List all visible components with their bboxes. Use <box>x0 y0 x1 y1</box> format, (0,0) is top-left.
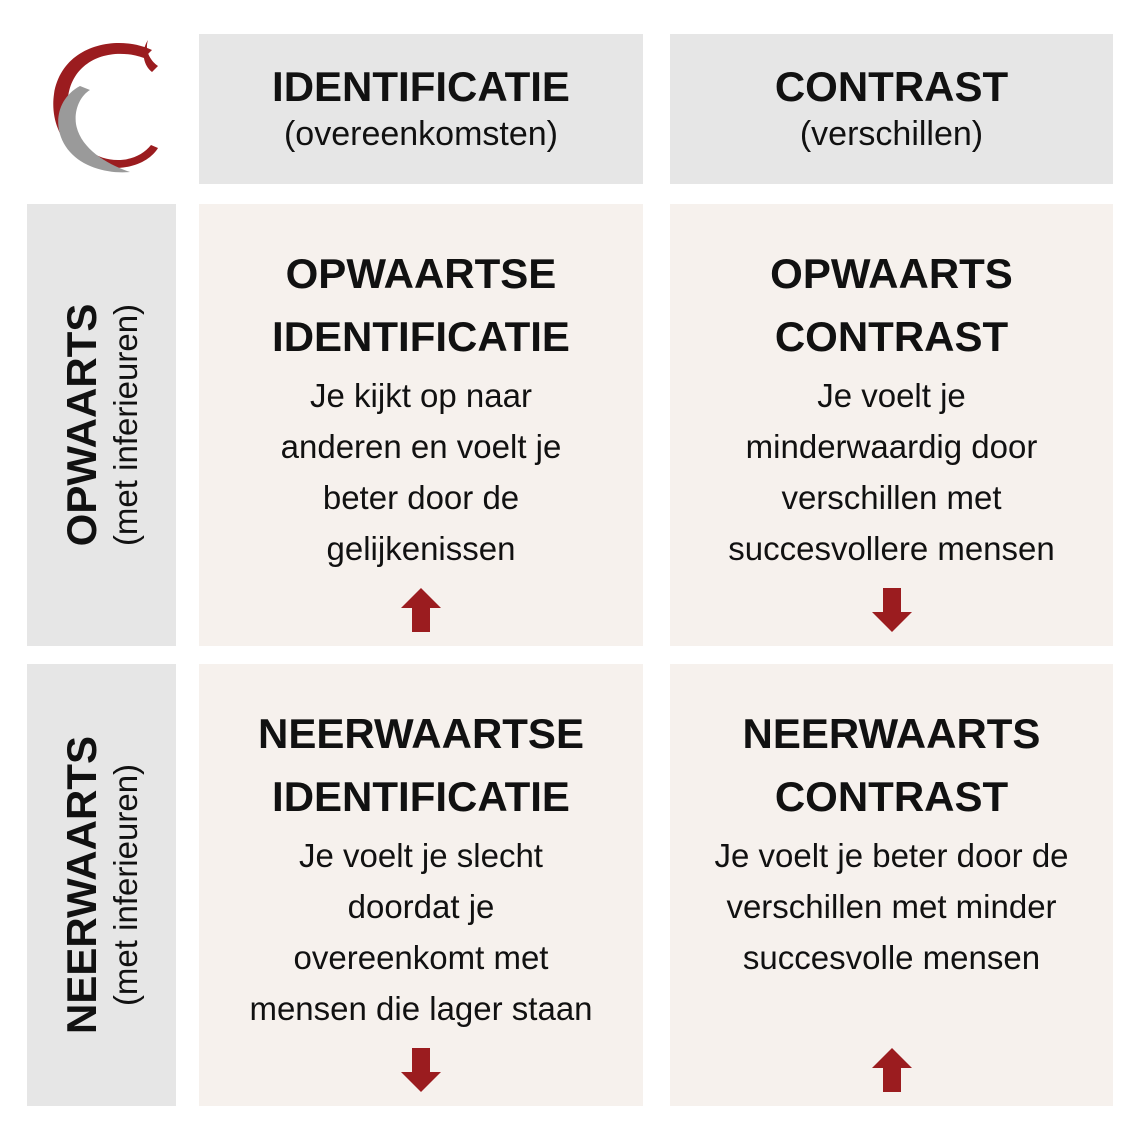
cell-neerwaartse-identificatie <box>199 664 643 1106</box>
cell-title: NEERWAARTS CONTRAST <box>742 710 1041 820</box>
row-header-neerwaarts <box>27 664 176 1106</box>
cell-title: OPWAARTSE IDENTIFICATIE <box>272 250 570 360</box>
row-subtitle: (met inferieuren) <box>106 763 144 1007</box>
row-subtitle: (met inferieuren) <box>106 303 144 547</box>
up-arrow-icon <box>401 588 441 632</box>
column-subtitle: (overeenkomsten) <box>283 115 558 153</box>
row-header-opwaarts <box>27 204 176 646</box>
cell-body: Je voelt je slecht doordat je overeenkomt met mensen die lager staan <box>249 837 593 1027</box>
row-title: OPWAARTS <box>57 303 105 547</box>
cell-neerwaarts-contrast <box>670 664 1113 1106</box>
cell-title: NEERWAARTSE IDENTIFICATIE <box>258 710 584 820</box>
cell-opwaartse-identificatie <box>199 204 643 646</box>
down-arrow-icon <box>401 1048 441 1092</box>
column-subtitle: (verschillen) <box>799 115 984 153</box>
row-title: NEERWAARTS <box>57 736 105 1034</box>
cell-title: OPWAARTS CONTRAST <box>770 250 1013 360</box>
down-arrow-icon <box>872 588 912 632</box>
column-title: IDENTIFICATIE <box>272 63 570 110</box>
up-arrow-icon <box>872 1048 912 1092</box>
cell-body: Je voelt je minderwaardig door verschillen met succesvollere mensen <box>728 377 1055 567</box>
c-logo-icon <box>40 36 170 180</box>
cell-opwaarts-contrast <box>670 204 1113 646</box>
cell-body: Je kijkt op naar anderen en voelt je beter door de gelijkenissen <box>280 377 562 567</box>
column-header-identificatie <box>199 34 643 184</box>
cell-body: Je voelt je beter door de verschillen met minder succesvolle mensen <box>714 837 1069 976</box>
column-header-contrast <box>670 34 1113 184</box>
column-title: CONTRAST <box>774 63 1009 110</box>
